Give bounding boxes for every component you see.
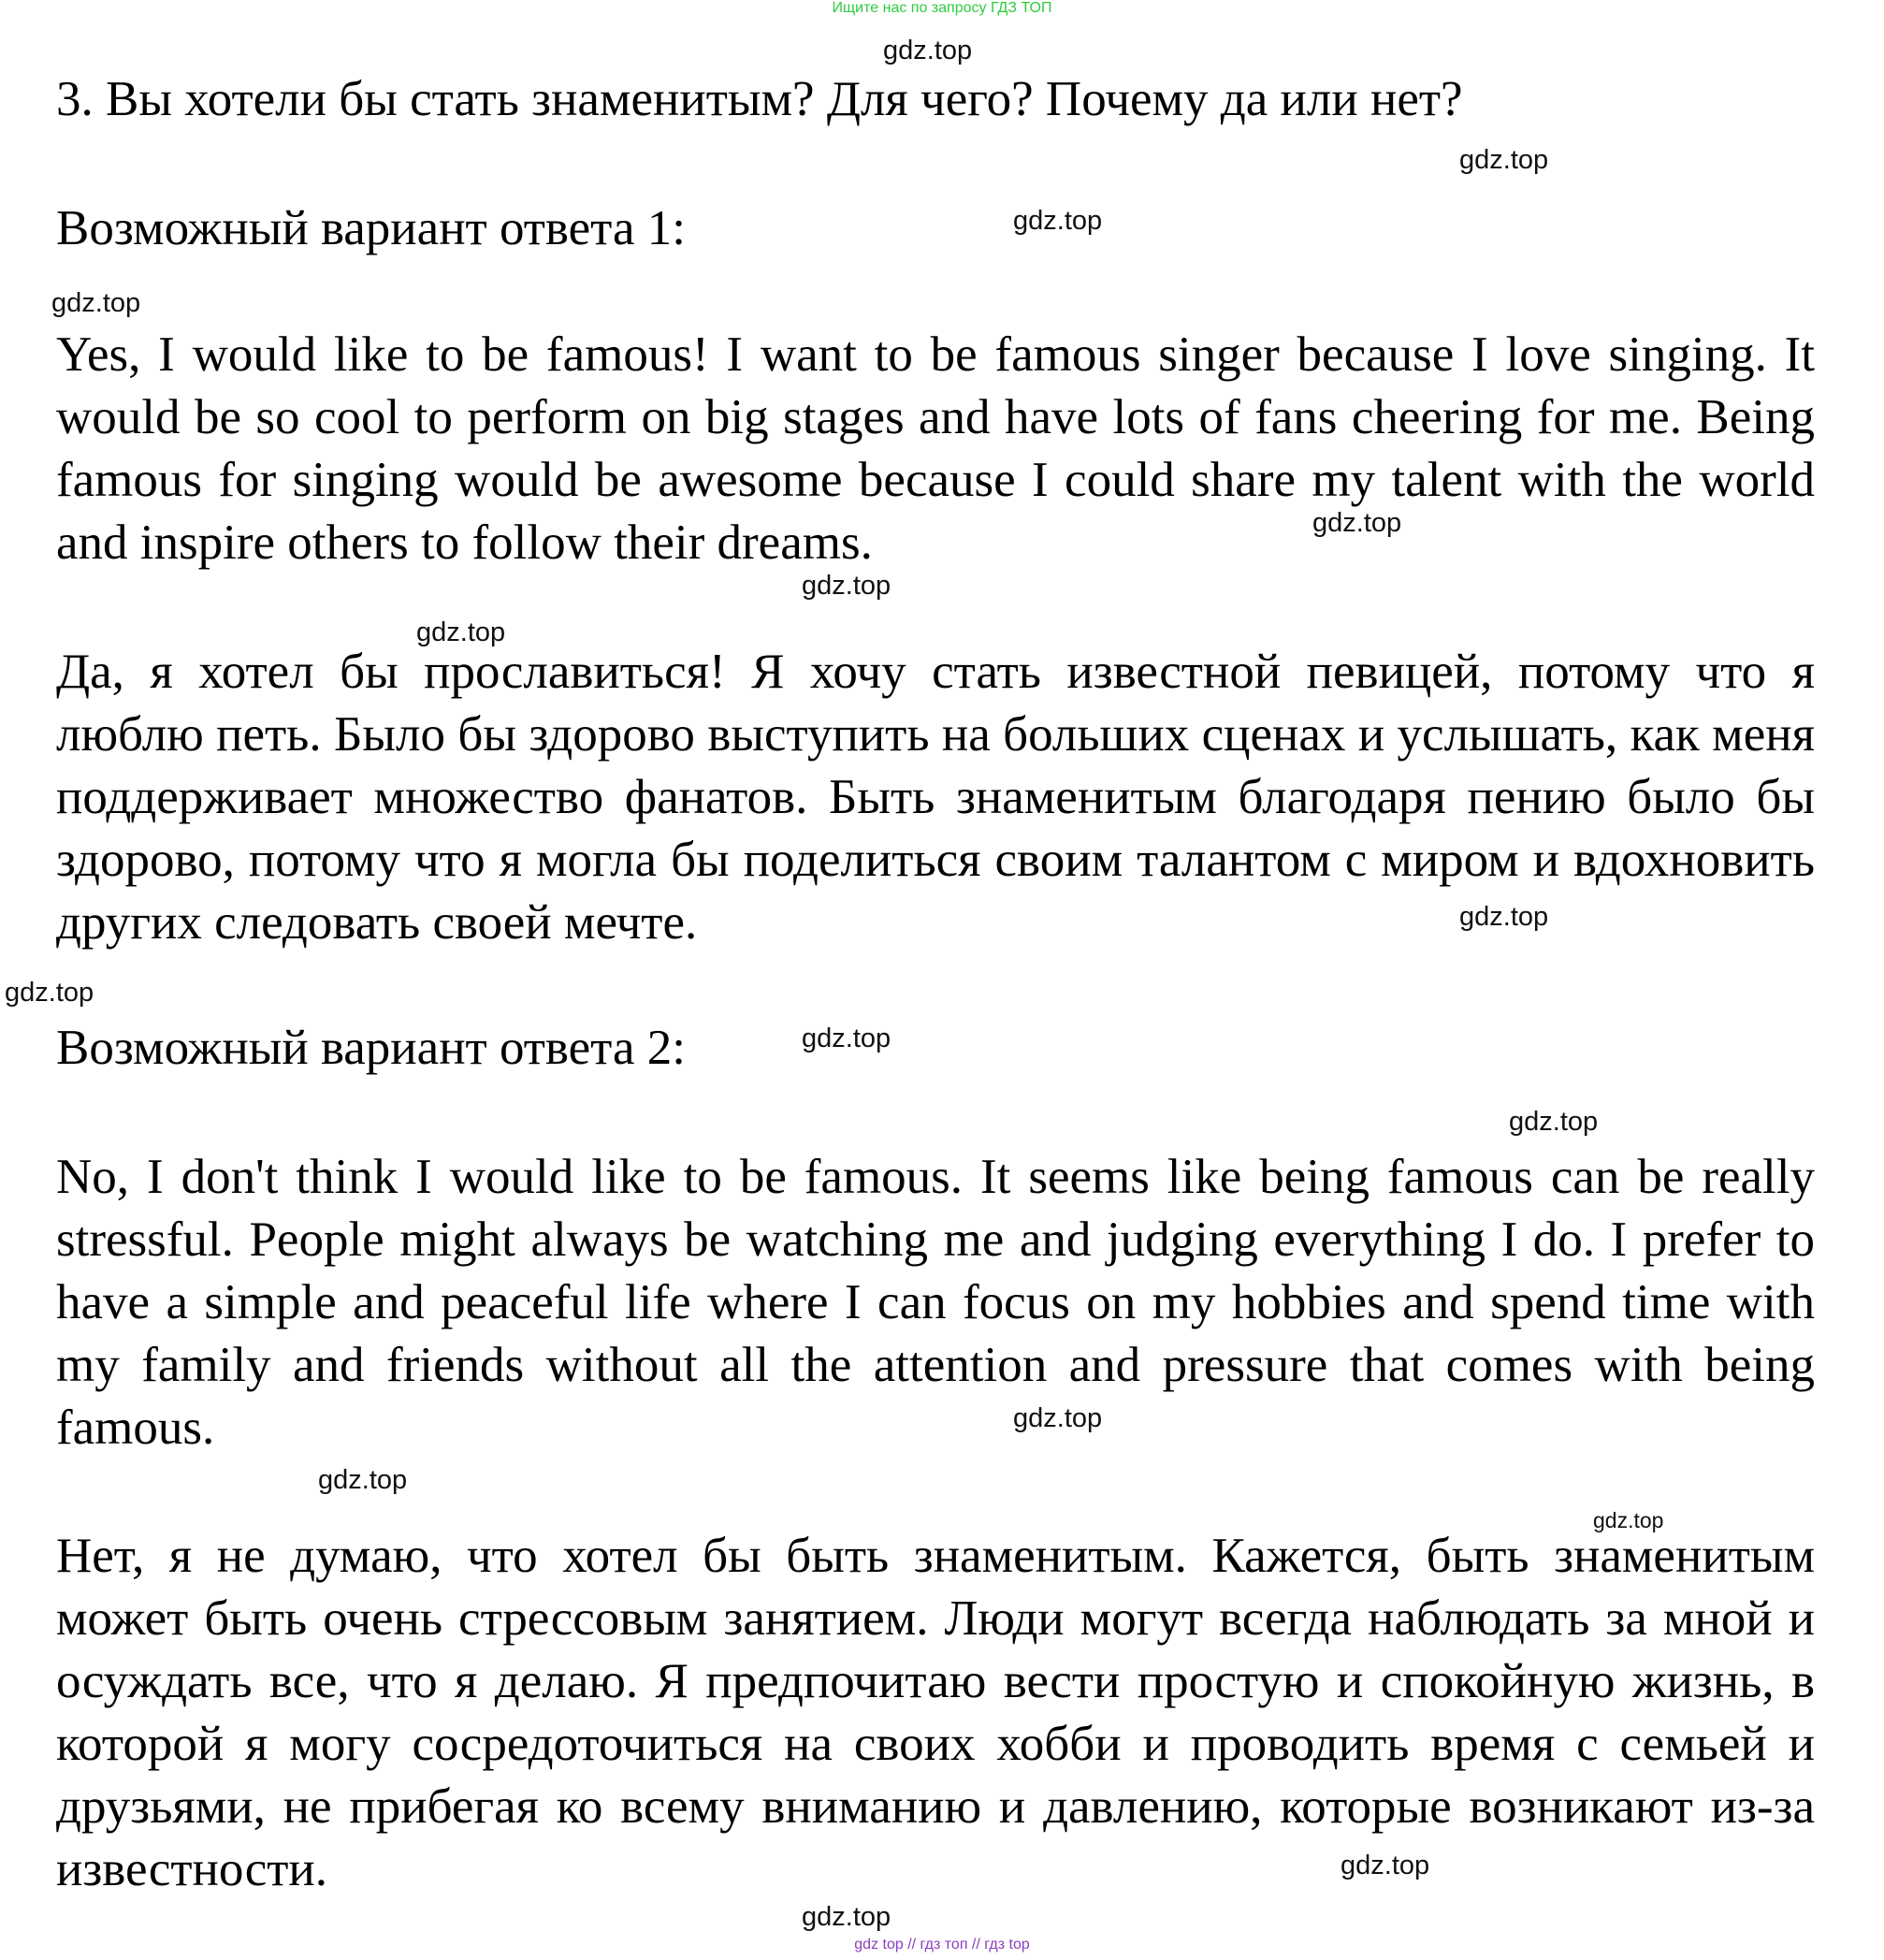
watermark: gdz.top — [5, 978, 94, 1008]
watermark: gdz.top — [802, 571, 891, 601]
watermark: gdz.top — [318, 1465, 408, 1495]
watermark: gdz.top — [1312, 508, 1402, 538]
watermark: gdz.top — [51, 288, 141, 318]
watermark: gdz.top — [1459, 902, 1549, 932]
watermark: gdz.top — [1013, 206, 1103, 236]
watermark: gdz.top — [802, 1024, 891, 1053]
watermark: gdz.top — [1013, 1403, 1103, 1433]
answer2-heading: Возможный вариант ответа 2: — [56, 1021, 686, 1075]
answer2-english-paragraph: No, I don't think I would like to be famous. It seems like being famous can be really stressful. People might always be watching me and judging everything I do. I prefer to have a simple and peaceful life where I can focus on my hobbies and spend time with my family and friends without all the attention and pressure that comes with being famous. — [56, 1150, 1815, 1455]
watermark: gdz.top — [1341, 1851, 1430, 1880]
watermark: gdz.top — [883, 36, 973, 65]
answer2-russian-paragraph: Нет, я не думаю, что хотел бы быть знаменитым. Кажется, быть знаменитым может быть очень стрессовым занятием. Люди могут всегда наблюдать за мной и осуждать все, что я делаю. Я предпочитаю вести простую и спокойную жизнь, в которой я могу сосредоточиться на своих хобби и проводить время с семьей и друзьями, не прибегая ко всему вниманию и давлению, которые возникают из-за известности. — [56, 1529, 1815, 1896]
answer1-heading: Возможный вариант ответа 1: — [56, 201, 686, 255]
answer1-english-paragraph: Yes, I would like to be famous! I want to be famous singer because I love singing. It would be so cool to perform on big stages and have lots of fans cheering for me. Being famous for singing would be awesome because I could share my talent with the world and inspire others to follow their dreams. — [56, 327, 1815, 570]
answer1-russian-paragraph: Да, я хотел бы прославиться! Я хочу стать известной певицей, потому что я люблю петь. Было бы здорово выступить на больших сценах и услышать, как меня поддерживает множество фанатов. Быть знаменитым благодаря пению было бы здорово, потому что я могла бы поделиться своим талантом с миром и вдохновить других следовать своей мечте. — [56, 645, 1815, 950]
top-banner: Ищите нас по запросу ГДЗ ТОП — [832, 0, 1052, 16]
watermark: gdz.top — [802, 1902, 891, 1932]
watermark: gdz.top — [416, 617, 506, 647]
watermark: gdz.top — [1459, 145, 1549, 175]
watermark: gdz.top — [1593, 1508, 1664, 1532]
bottom-banner: gdz top // гдз топ // гдз top — [854, 1937, 1030, 1953]
question-text: 3. Вы хотели бы стать знаменитым? Для чего? Почему да или нет? — [56, 72, 1463, 126]
watermark: gdz.top — [1509, 1107, 1599, 1137]
